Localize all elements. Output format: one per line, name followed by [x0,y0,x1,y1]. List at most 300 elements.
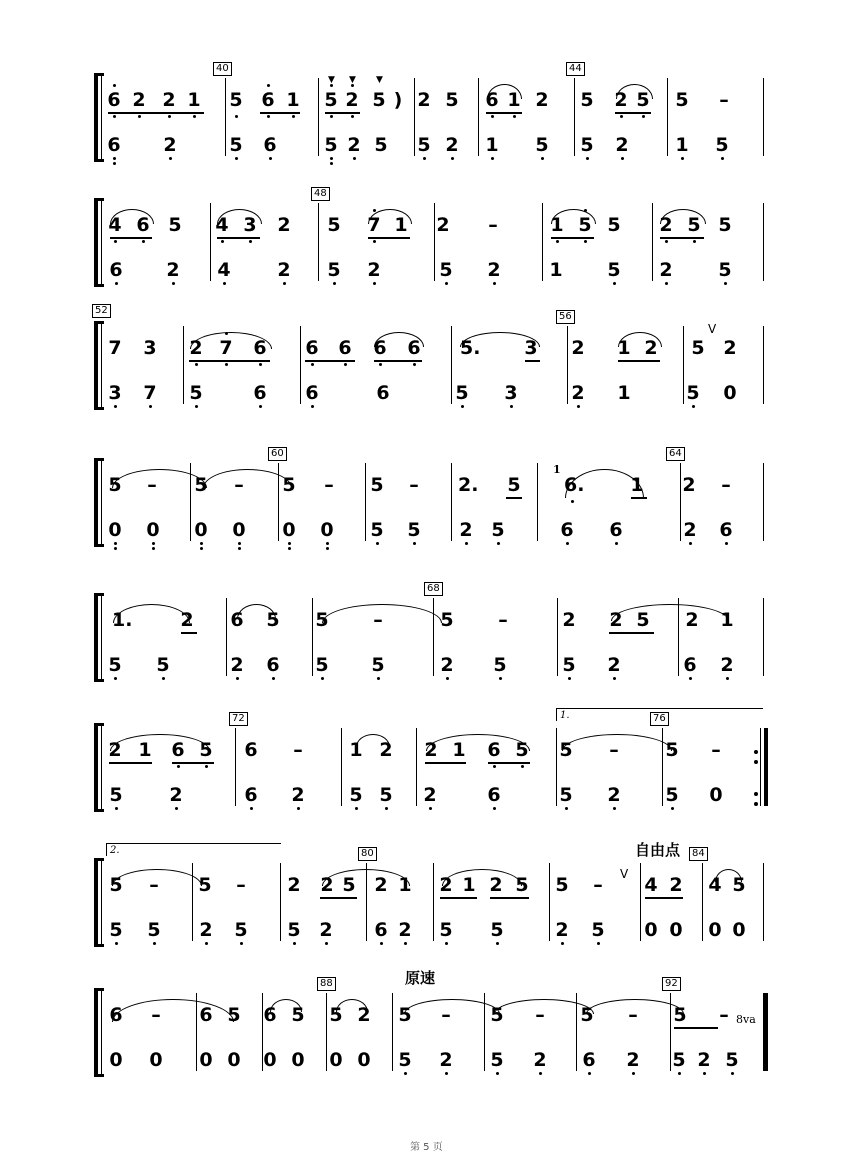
top-note: 1 [187,89,201,111]
top-note: 5 [168,214,182,236]
score-system [0,448,862,555]
top-note: 2 [685,609,699,631]
bottom-note: 5 [491,519,505,541]
top-note: 2 [320,874,334,896]
bottom-note: 0 [732,919,746,941]
barline [225,78,226,156]
octave-dot-below [621,157,624,160]
octave-dot-below [376,542,379,545]
top-note: 1 [507,89,521,111]
bottom-note: 2 [199,919,213,941]
octave-dot-above [113,84,116,87]
octave-dot-below [429,807,432,810]
top-note: 7 [367,214,381,236]
bottom-note: 6 [376,382,390,404]
bracket-cap-top [94,198,104,201]
octave-dot-below [491,157,494,160]
bottom-note: 0 [320,519,334,541]
octave-dot-below [250,807,253,810]
top-note: 5 [665,739,679,761]
octave-dot-below [379,363,382,366]
measure-number: 84 [689,847,708,861]
octave-dot-below [380,942,383,945]
slur-arc [322,869,410,886]
barline [226,598,227,676]
top-note: 5 [636,89,650,111]
top-note: 6 [407,337,421,359]
top-note: 6 [109,1004,123,1026]
octave-dot-below [678,1072,681,1075]
octave-dot-below [326,542,329,545]
top-note: – [236,874,246,896]
bottom-note: 5 [490,919,504,941]
octave-dot-below [113,115,116,118]
top-note: 6 [253,337,267,359]
barline [478,78,479,156]
bottom-note: 2 [347,134,361,156]
octave-dot-below [613,677,616,680]
octave-dot-below [451,157,454,160]
top-note: 5 [515,739,529,761]
note-underline [325,112,360,114]
octave-dot-below [113,162,116,165]
octave-dot-below [497,542,500,545]
note-underline [551,237,594,239]
barline [652,203,653,281]
system-bracket-line [101,990,102,1075]
system-bracket [94,200,98,285]
top-note: 2 [439,874,453,896]
top-note: 2 [614,89,628,111]
barline [365,463,366,541]
octave-dot-below [175,807,178,810]
octave-dot-below [493,282,496,285]
bracket-cap-bottom [94,809,104,812]
top-note: 6 [487,739,501,761]
bottom-note: 3 [504,382,518,404]
octave-dot-below [499,677,502,680]
octave-dot-below [267,115,270,118]
bracket-cap-bottom [94,284,104,287]
octave-dot-below [115,942,118,945]
barline [451,463,452,541]
top-note: 6 [230,609,244,631]
volta-bracket [106,843,281,856]
top-note: 1 [550,214,564,236]
bottom-note: 5 [324,134,338,156]
top-note: 5 [718,214,732,236]
top-note: 6 [199,1004,213,1026]
bracket-cap-top [94,321,104,324]
bottom-note: 5 [591,919,605,941]
octave-dot-below [493,765,496,768]
bottom-note: 2 [277,259,291,281]
top-note: – [711,739,721,761]
repeat-dot [754,760,758,764]
top-note: 6 [171,739,185,761]
bottom-note: 5 [398,1049,412,1071]
top-note: 7 [219,337,233,359]
measure-number: 44 [566,62,585,76]
measure-number: 76 [650,712,669,726]
score-system [0,710,862,820]
bottom-note: 2 [440,654,454,676]
bottom-note: 4 [217,259,231,281]
top-note: – [721,474,731,496]
top-note: 2 [162,89,176,111]
top-note: 2 [189,337,203,359]
slur-arc [112,999,234,1022]
note-underline [181,632,197,634]
final-barline [764,993,768,1071]
note-underline [660,237,704,239]
top-note: 2 [682,474,696,496]
top-note: – [535,1004,545,1026]
top-note: 5 [578,214,592,236]
bracket-cap-top [94,73,104,76]
bottom-note: 2 [571,382,585,404]
top-note: 2 [659,214,673,236]
bottom-note: 5 [374,134,388,156]
octave-dot-below [632,1072,635,1075]
measure-number: 40 [213,62,232,76]
bottom-note: 6 [609,519,623,541]
slur-arc [551,209,596,224]
bottom-note: 7 [143,382,157,404]
octave-dot-below [731,1072,734,1075]
octave-dot-below [351,115,354,118]
system-bracket-line [101,75,102,160]
barline [537,463,538,541]
top-note: 2. [458,474,479,496]
octave-dot-below [114,542,117,545]
slur-arc [374,332,424,347]
note-underline [108,112,204,114]
top-note: 5 [687,214,701,236]
breath-mark: V [708,322,717,336]
barline [763,863,764,941]
top-note: 2 [180,609,194,631]
bracket-cap-bottom [94,1074,104,1077]
slur-arc [110,734,210,751]
note-underline [425,762,466,764]
barline [557,598,558,676]
score-system [0,188,862,295]
volta-label: 1. [560,710,570,721]
repeat-dot [754,750,758,754]
barline [542,203,543,281]
slur-arc [460,332,540,347]
octave-dot-below [703,1072,706,1075]
octave-dot-below [311,405,314,408]
bottom-note: 1 [549,259,563,281]
top-note: – [151,1004,161,1026]
octave-dot-below [423,157,426,160]
note-underline [189,360,270,362]
octave-dot-below [521,765,524,768]
barline [235,728,236,806]
octave-dot-below [259,363,262,366]
top-note: – [441,1004,451,1026]
bottom-note: 2 [659,259,673,281]
system-bracket [94,990,98,1075]
octave-dot-below [404,1072,407,1075]
top-note: 2 [108,739,122,761]
octave-dot-below [446,677,449,680]
octave-dot-below [205,942,208,945]
note-underline [486,112,522,114]
bottom-note: 2 [459,519,473,541]
slur-arc [336,999,368,1012]
bottom-note: 6 [719,519,733,541]
top-note: 2 [436,214,450,236]
octave-dot-below [373,240,376,243]
barline [433,598,434,676]
system-bracket [94,595,98,680]
note-underline [172,762,214,764]
top-note: 4 [108,214,122,236]
slur-arc [616,84,653,99]
barline [210,203,211,281]
octave-dot-below [541,157,544,160]
octave-dot-below [588,1072,591,1075]
top-note: 5 [329,1004,343,1026]
score-system [0,63,862,170]
slur-arc [112,869,202,886]
top-note: 5 [732,874,746,896]
bottom-note: 2 [291,784,305,806]
top-note: 5 [675,89,689,111]
octave-dot-below [223,282,226,285]
octave-dot-below [577,405,580,408]
bracket-cap-top [94,858,104,861]
top-note: 1 [617,337,631,359]
top-note: – [593,874,603,896]
bottom-note: 5 [189,382,203,404]
octave-dot-below [142,240,145,243]
barline [300,326,301,404]
slur-arc [237,604,276,619]
note-underline [368,237,410,239]
slur-arc [562,734,672,751]
top-note: 3 [143,337,157,359]
top-note: 5 [507,474,521,496]
octave-dot-below [597,942,600,945]
top-note: 5 [109,874,123,896]
top-note: 5 [445,89,459,111]
octave-dot-below [496,942,499,945]
octave-dot-below [205,765,208,768]
note-underline [488,762,530,764]
bottom-note: 2 [487,259,501,281]
bottom-note: 5 [417,134,431,156]
note-underline [374,360,422,362]
octave-dot-below [565,807,568,810]
bottom-note: 0 [709,784,723,806]
bottom-note: 5 [407,519,421,541]
note-underline [615,112,651,114]
top-note: 2 [345,89,359,111]
bottom-note: 5 [109,919,123,941]
note-underline [490,897,529,899]
top-note: – [147,474,157,496]
bottom-note: 2 [626,1049,640,1071]
top-note: 5 [607,214,621,236]
top-note: – [234,474,244,496]
top-note: 2 [489,874,503,896]
measure-number: 80 [358,847,377,861]
top-note: 5 [580,89,594,111]
octave-dot-below [152,542,155,545]
octave-dot-below [377,677,380,680]
octave-dot-below [724,282,727,285]
octave-dot-below [571,500,574,503]
octave-dot-below [249,240,252,243]
bottom-note: 0 [357,1049,371,1071]
measure-number: 56 [556,310,575,324]
top-note: 5 [515,874,529,896]
bottom-note: 5 [371,654,385,676]
bracket-cap-top [94,593,104,596]
slur-arc [487,84,522,99]
top-note: 5 [282,474,296,496]
bottom-note: 2 [230,654,244,676]
bottom-note: 2 [720,654,734,676]
bottom-note: 2 [615,134,629,156]
bottom-note: 5 [562,654,576,676]
slur-arc [618,332,662,347]
top-note: – [609,739,619,761]
octave-dot-below [236,677,239,680]
octave-dot-below [613,282,616,285]
octave-dot-below [642,115,645,118]
top-note: 2 [132,89,146,111]
octave-dot-below [465,542,468,545]
barline [556,728,557,806]
top-note: 1 [398,874,412,896]
octave-dot-below [114,405,117,408]
accent-mark: ▼ [376,75,383,85]
top-note: 5 [198,874,212,896]
octave-mark: 8va [736,1013,756,1026]
bottom-note: 0 [199,1049,213,1071]
accent-mark: ▼ [349,75,356,85]
slur-arc [715,869,742,882]
top-note: 5 [327,214,341,236]
barline [280,863,281,941]
octave-dot-below [288,542,291,545]
score-system [0,583,862,690]
octave-dot-below [445,942,448,945]
bottom-note: 1 [485,134,499,156]
top-note: 5 [555,874,569,896]
bottom-note: 2 [166,259,180,281]
system-bracket-line [101,595,102,680]
bottom-note: 0 [108,519,122,541]
top-note: 2 [287,874,301,896]
bottom-note: 5 [379,784,393,806]
score-system [0,969,862,1085]
top-note: – [324,474,334,496]
bottom-note: 6 [266,654,280,676]
octave-dot-below [692,405,695,408]
tempo-marking: 原速 [405,969,436,987]
octave-dot-below [445,282,448,285]
top-note: ) [393,89,403,111]
top-note: 2 [609,609,623,631]
octave-dot-below [162,677,165,680]
octave-dot-below [114,240,117,243]
octave-dot-below [177,765,180,768]
top-note: 6 [263,1004,277,1026]
bottom-note: 0 [669,919,683,941]
system-bracket [94,460,98,545]
measure-number: 68 [424,582,443,596]
barline [416,728,417,806]
note-underline [109,762,152,764]
octave-dot-below [168,115,171,118]
bottom-note: 6 [107,134,121,156]
top-note: 5 [291,1004,305,1026]
bracket-cap-bottom [94,679,104,682]
bottom-note: 6 [487,784,501,806]
bottom-note: 2 [367,259,381,281]
barline [567,326,568,404]
top-note: 5 [673,1004,687,1026]
octave-dot-below [721,157,724,160]
top-note: 5 [194,474,208,496]
repeat-barline [764,728,768,806]
system-bracket-line [101,323,102,408]
system-bracket-line [101,860,102,945]
octave-dot-below [510,405,513,408]
bottom-note: 2 [683,519,697,541]
repeat-dot [754,802,758,806]
octave-dot-below [195,405,198,408]
slur-arc [270,999,302,1012]
top-note: 6 [373,337,387,359]
note-underline [525,360,540,362]
octave-dot-below [149,405,152,408]
barline [667,78,668,156]
bottom-note: 2 [169,784,183,806]
top-note: 5 [315,609,329,631]
bottom-note: 5 [109,784,123,806]
barline [763,463,764,541]
bottom-note: 6 [305,382,319,404]
top-note: 4 [215,214,229,236]
octave-dot-below [288,547,291,550]
bottom-note: 2 [423,784,437,806]
octave-dot-below [200,542,203,545]
bottom-note: 5 [315,654,329,676]
barline [763,78,764,156]
bracket-cap-bottom [94,944,104,947]
volta-bracket [556,708,763,721]
barline [702,863,703,941]
octave-dot-below [373,282,376,285]
octave-dot-below [235,115,238,118]
octave-dot-below [561,942,564,945]
slur-arc [611,604,729,621]
top-note: 1 [720,609,734,631]
barline [312,598,313,676]
slur-arc [426,734,530,751]
measure-number: 88 [317,977,336,991]
octave-dot-below [283,282,286,285]
slur-arc [404,999,500,1014]
octave-dot-below [292,115,295,118]
